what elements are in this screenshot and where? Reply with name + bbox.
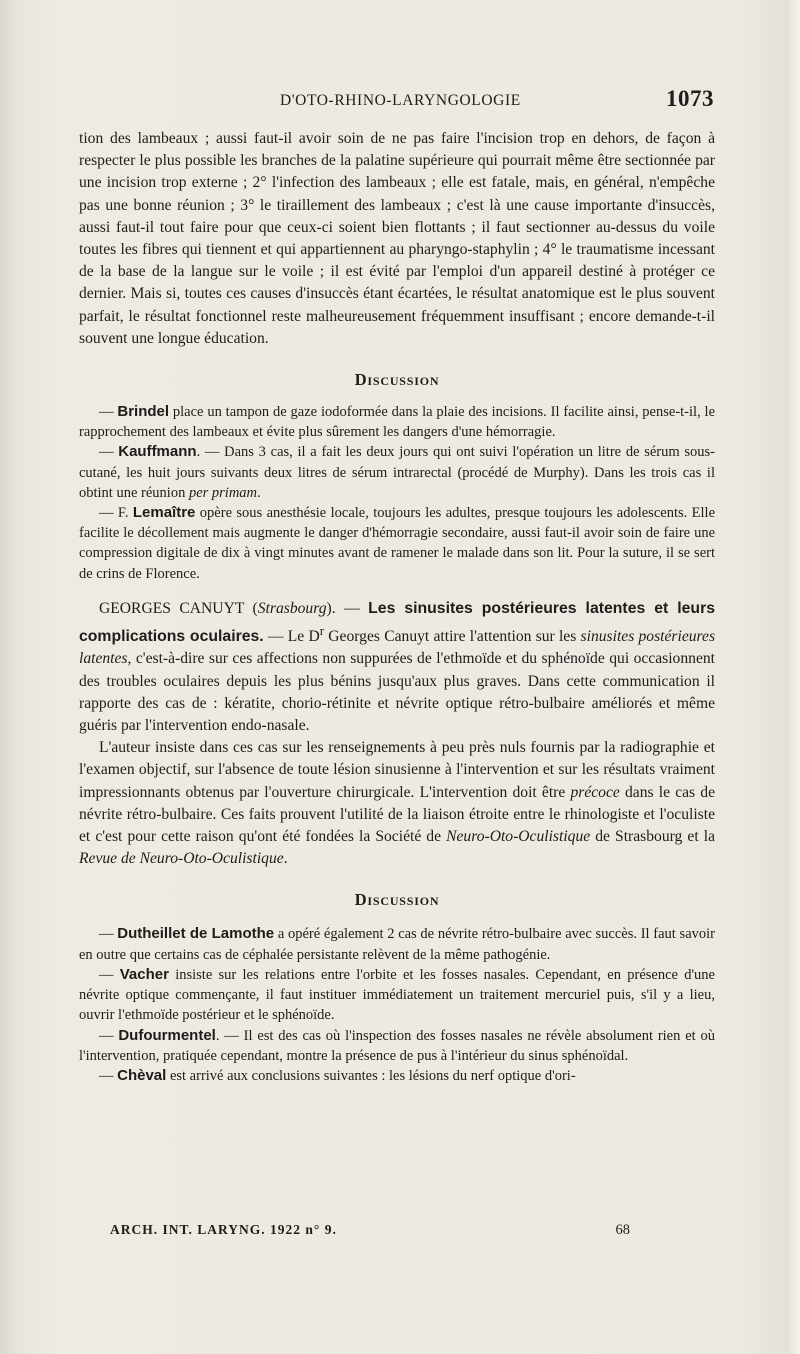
italic-term: Neuro-Oto-Oculistique <box>446 828 591 846</box>
text-run: . <box>283 850 288 868</box>
speaker-name: Chèval <box>117 1066 167 1084</box>
text-run: de Strasbourg et la <box>590 828 715 846</box>
page-edge <box>788 0 800 1354</box>
text-run: Georges Canuyt attire l'attention sur les <box>324 628 581 646</box>
text-run: dans le cas de névrite rétro-bulbaire. Ces faits prouvent l'utilité de la liaison étroite entre le rhinologiste et l'oculiste et c'est pour cette raison qu'ont été fondées la Société de <box>79 783 715 846</box>
entry-end: . <box>257 484 261 501</box>
discussion-entry <box>79 442 715 503</box>
italic-term: précoce <box>570 783 620 801</box>
journal-reference: ARCH. INT. LARYNG. 1922 n° 9. <box>110 1222 337 1237</box>
superscript: r <box>319 623 325 639</box>
sheet-number: 68 <box>615 1222 630 1238</box>
author-city: Strasbourg <box>257 599 327 617</box>
text-run: , c'est-à-dire sur ces affections non suppurées de l'ethmoïde et du sphénoïde qui occasionnent des troubles oculaires depuis les plus bénins jusqu'aux plus graves. Dans cette communication il rapporte des cas de : kératite, chorio-rétinite et névrite optique rétro-bulbaire améliorés et même guéris par l'intervention endo-nasale. <box>79 650 715 735</box>
speaker-name: Dutheillet de Lamothe <box>117 925 275 943</box>
punct: ( <box>244 599 258 617</box>
entry-text: place un tampon de gaze iodoformée dans la plaie des incisions. Il facilite ainsi, pense-t-il, le rapprochement des lambeaux et évite plus sûrement les dangers d'une hémorragie. <box>79 404 716 441</box>
speaker-name: Brindel <box>117 403 170 421</box>
discussion-entry <box>79 503 715 584</box>
discussion-entry <box>79 965 715 1026</box>
discussion-entry <box>79 1026 715 1066</box>
entry-lead: — <box>99 1027 119 1044</box>
article-body <box>79 128 715 1086</box>
discussion-heading: Discussion <box>354 370 440 390</box>
paragraph <box>79 737 715 870</box>
page-footer <box>110 1222 630 1242</box>
running-title: D'OTO-RHINO-LARYNGOLOGIE <box>280 92 521 109</box>
entry-lead: — F. <box>99 505 133 522</box>
entry-text: opère sous anesthésie locale, toujours les adultes, presque toujours les adolescents. Elle facilite le décollement mais augmente le danger d'hémorragie secondaire, aussi faut-il avoir soin de faire une compression digitale de dix à vingt minutes avant de ramener le malade dans son lit. Pour la suture, il se sert de crins de Florence. <box>79 505 716 582</box>
entry-lead: — <box>99 1067 118 1084</box>
speaker-name: Dufourmentel <box>118 1026 216 1044</box>
speaker-name: Lemaître <box>132 504 196 522</box>
text-run: — Le D <box>263 628 320 646</box>
italic-term: Revue de Neuro-Oto-Oculistique <box>79 850 284 868</box>
communication-title: Les sinusites postérieures latentes et leurs complications oculaires. <box>79 599 715 646</box>
punct: ). — <box>326 599 369 617</box>
italic-term: sinusites postérieures latentes <box>79 628 716 668</box>
speaker-name: Vacher <box>119 965 169 983</box>
entry-text: . — Il est des cas où l'inspection des fosses nasales ne révèle absolument rien et où l'intervention, pratiquée cependant, montre la présence de pus à l'intérieur du sinus sphénoïdal. <box>79 1027 716 1064</box>
entry-text: . — Dans 3 cas, il a fait les deux jours qui ont suivi l'opération un litre de sérum sous-cutané, les huit jours suivants deux litres de sérum intrarectal (procédé de Murphy). Dans les trois cas il obtint une réunion <box>79 444 716 501</box>
entry-lead: — <box>99 966 120 983</box>
communication-paragraph <box>79 598 715 737</box>
entry-lead: — <box>99 926 118 943</box>
entry-text: a opéré également 2 cas de névrite rétro-bulbaire avec succès. Il faut savoir en outre que certains cas de céphalée persistante relèvent de la même pathogénie. <box>79 926 715 963</box>
entry-text: insiste sur les relations entre l'orbite et les fosses nasales. Cependant, en présence d'une névrite optique commençante, il faut instituer immédiatement un traitement mercuriel puis, s'il y a lieu, ouvrir l'ethmoïde postérieur et le sphénoïde. <box>79 966 715 1024</box>
entry-text: est arrivé aux conclusions suivantes : les lésions du nerf optique d'ori- <box>166 1067 576 1084</box>
entry-lead: — <box>99 444 119 461</box>
discussion-heading: Discussion <box>354 890 440 910</box>
spacer <box>79 584 715 598</box>
discussion-entry <box>79 402 715 442</box>
discussion-entry <box>79 1066 715 1086</box>
speaker-name: Kauffmann <box>118 443 197 461</box>
discussion-entry <box>79 924 715 964</box>
author-name: GEORGES CANUYT <box>99 599 245 617</box>
page-number: 1073 <box>666 86 714 111</box>
entry-lead: — <box>99 404 118 421</box>
paragraph: tion des lambeaux ; aussi faut-il avoir soin de ne pas faire l'incision trop en dehors, de façon à respecter le plus possible les branches de la palatine supérieure qui pourrait même être sectionnée par une incision trop externe ; 2° l'infection des lambeaux ; elle est fatale, mais, en général, n'empêche pas une bonne réunion ; 3° le tiraillement des lambeaux ; c'est là une cause importante d'insuccès, aussi faut-il tout faire pour que ceux-ci soient bien flottants ; il faut sectionner au-dessus du voile toutes les fibres qui tiennent et qui appartiennent au pharyngo-staphylin ; 4° le traumatisme incessant de la base de la langue sur le voile ; il est évité par l'emploi d'un appareil destiné à protéger ce dernier. Mais si, toutes ces causes d'insuccès étant écartées, le résultat anatomique est le plus souvent parfait, le résultat fonctionnel reste malheureusement fréquemment insuffisant ; encore demande-t-il souvent une longue éducation. <box>79 130 715 347</box>
page-header <box>80 86 714 116</box>
italic-term: per primam <box>188 484 258 501</box>
text-run: L'auteur insiste dans ces cas sur les renseignements à peu près nuls fournis par la radiographie et l'examen objectif, sur l'absence de toute lésion sinusienne à l'intervention et sur les résultats vraiment impressionnants obtenus par l'ouverture chirurgicale. L'intervention doit être <box>79 739 715 801</box>
